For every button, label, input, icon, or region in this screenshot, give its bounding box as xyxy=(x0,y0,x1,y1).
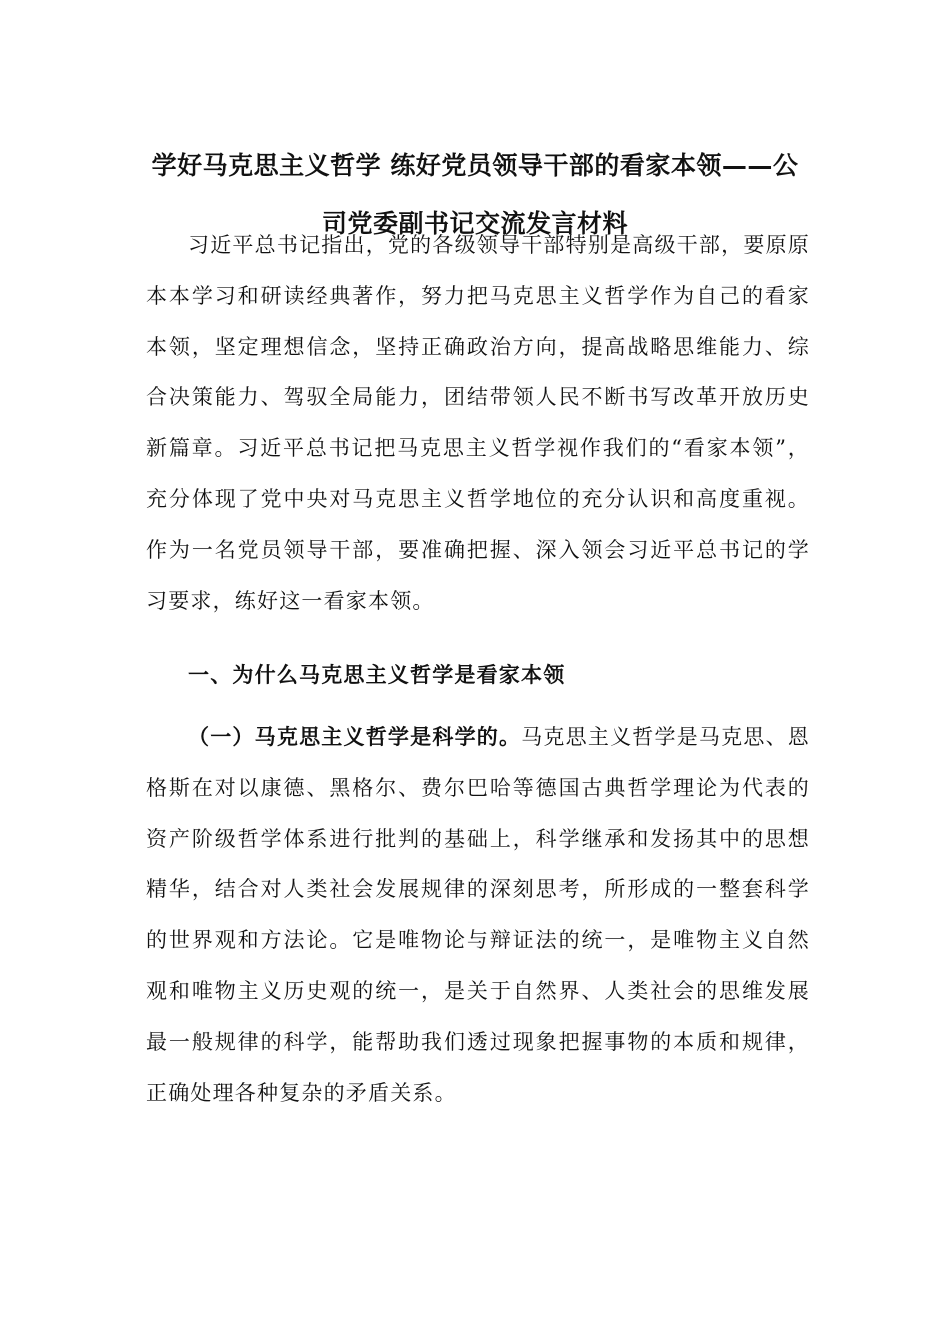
subsection-text: 马克思主义哲学是马克思、恩格斯在对以康德、黑格尔、费尔巴哈等德国古典哲学理论为代表的资产阶级哲学体系进行批判的基础上，科学继承和发扬其中的思想精华，结合对人类社会发展规律的深刻思考，所形成的一整套科学的世界观和方法论。它是唯物论与辩证法的统一，是唯物主义自然观和唯物主义历史观的统一，是关于自然界、人类社会的思维发展最一般规律的科学，能帮助我们透过现象把握事物的本质和规律，正确处理各种复杂的矛盾关系。 xyxy=(146,725,810,1105)
document-title: 学好马克思主义哲学 练好党员领导干部的看家本领——公司党委副书记交流发言材料 xyxy=(151,150,799,238)
section-heading: 一、为什么马克思主义哲学是看家本领 xyxy=(188,662,566,687)
intro-paragraph: 习近平总书记指出，党的各级领导干部特别是高级干部，要原原本本学习和研读经典著作，努力把马克思主义哲学作为自己的看家本领，坚定理想信念，坚持正确政治方向，提高战略思维能力、综合决策能力、驾驭全局能力，团结带领人民不断书写改革开放历史新篇章。习近平总书记把马克思主义哲学视作我们的“看家本领”，充分体现了党中央对马克思主义哲学地位的充分认识和高度重视。作为一名党员领导干部，要准确把握、深入领会习近平总书记的学习要求，练好这一看家本领。 xyxy=(146,233,810,613)
subsection-paragraph xyxy=(146,712,810,1118)
subsection-lead: （一）马克思主义哲学是科学的。 xyxy=(188,724,522,749)
